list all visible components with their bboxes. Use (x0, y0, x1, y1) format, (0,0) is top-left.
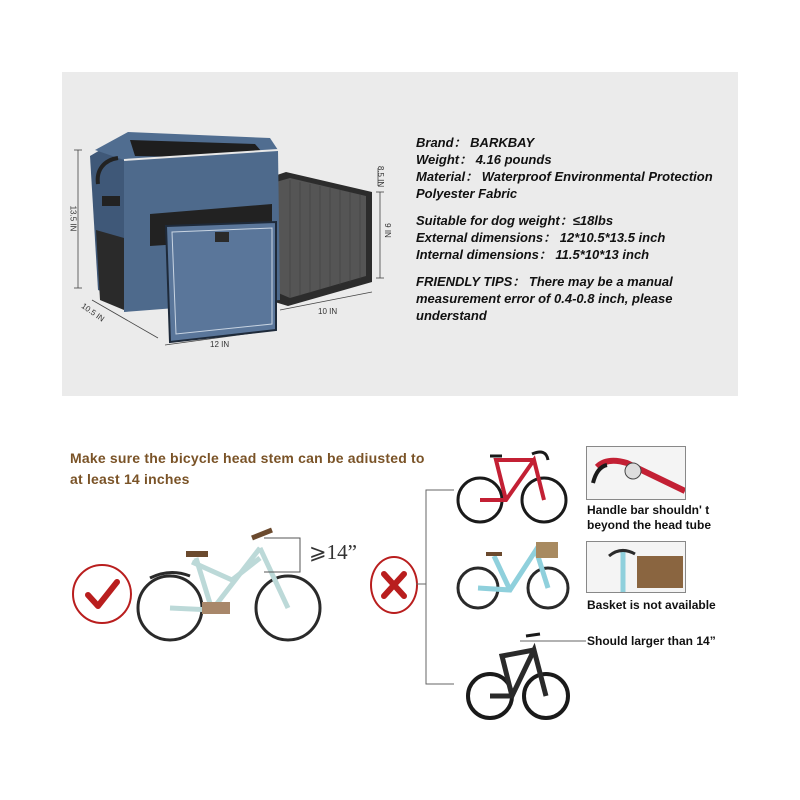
weight-spec: Weight： 4.16 pounds (416, 152, 552, 167)
expansion-top-label: 8.5 IN (376, 165, 386, 188)
width-dimension-label: 12 IN (210, 340, 230, 349)
brand-spec: Brand： BARKBAY (416, 135, 535, 150)
depth-dimension-label: 10.5 IN (79, 301, 107, 324)
expansion-length-label: 10 IN (318, 307, 338, 316)
product-specifications (416, 134, 746, 324)
external-dimensions-spec: External dimensions： 12*10.5*13.5 inch (416, 230, 666, 245)
compatibility-headline: Make sure the bicycle head stem can be adiusted to at least 14 inches (70, 450, 425, 487)
expansion-height-label: 9 IN (382, 223, 392, 238)
kids-bike-image (454, 536, 572, 614)
stem-height-label: ⩾14” (309, 540, 357, 564)
basket-closeup (586, 541, 686, 593)
stem-measure-bracket (262, 532, 312, 576)
measure-pointer-line (520, 636, 586, 646)
road-bike-image (456, 440, 568, 530)
basket-caption: Basket is not available (587, 598, 716, 612)
height-dimension-label: 13.5 IN (68, 205, 78, 232)
internal-dimensions-spec: Internal dimensions： 11.5*10*13 inch (416, 247, 650, 262)
material-spec: Material： Waterproof Environmental Protection Polyester Fabric (416, 169, 713, 201)
handlebar-caption: Handle bar shouldn' t beyond the head tube (587, 503, 712, 532)
friendly-tips: FRIENDLY TIPS： There may be a manual measurement error of 0.4-0.8 inch, please understand (416, 274, 673, 323)
handlebar-closeup (586, 446, 686, 500)
dog-weight-spec: Suitable for dog weight：≤18lbs (416, 213, 614, 228)
larger-caption: Should larger than 14” (587, 634, 716, 648)
cross-mark-icon (370, 556, 418, 614)
check-mark-icon (72, 564, 132, 624)
